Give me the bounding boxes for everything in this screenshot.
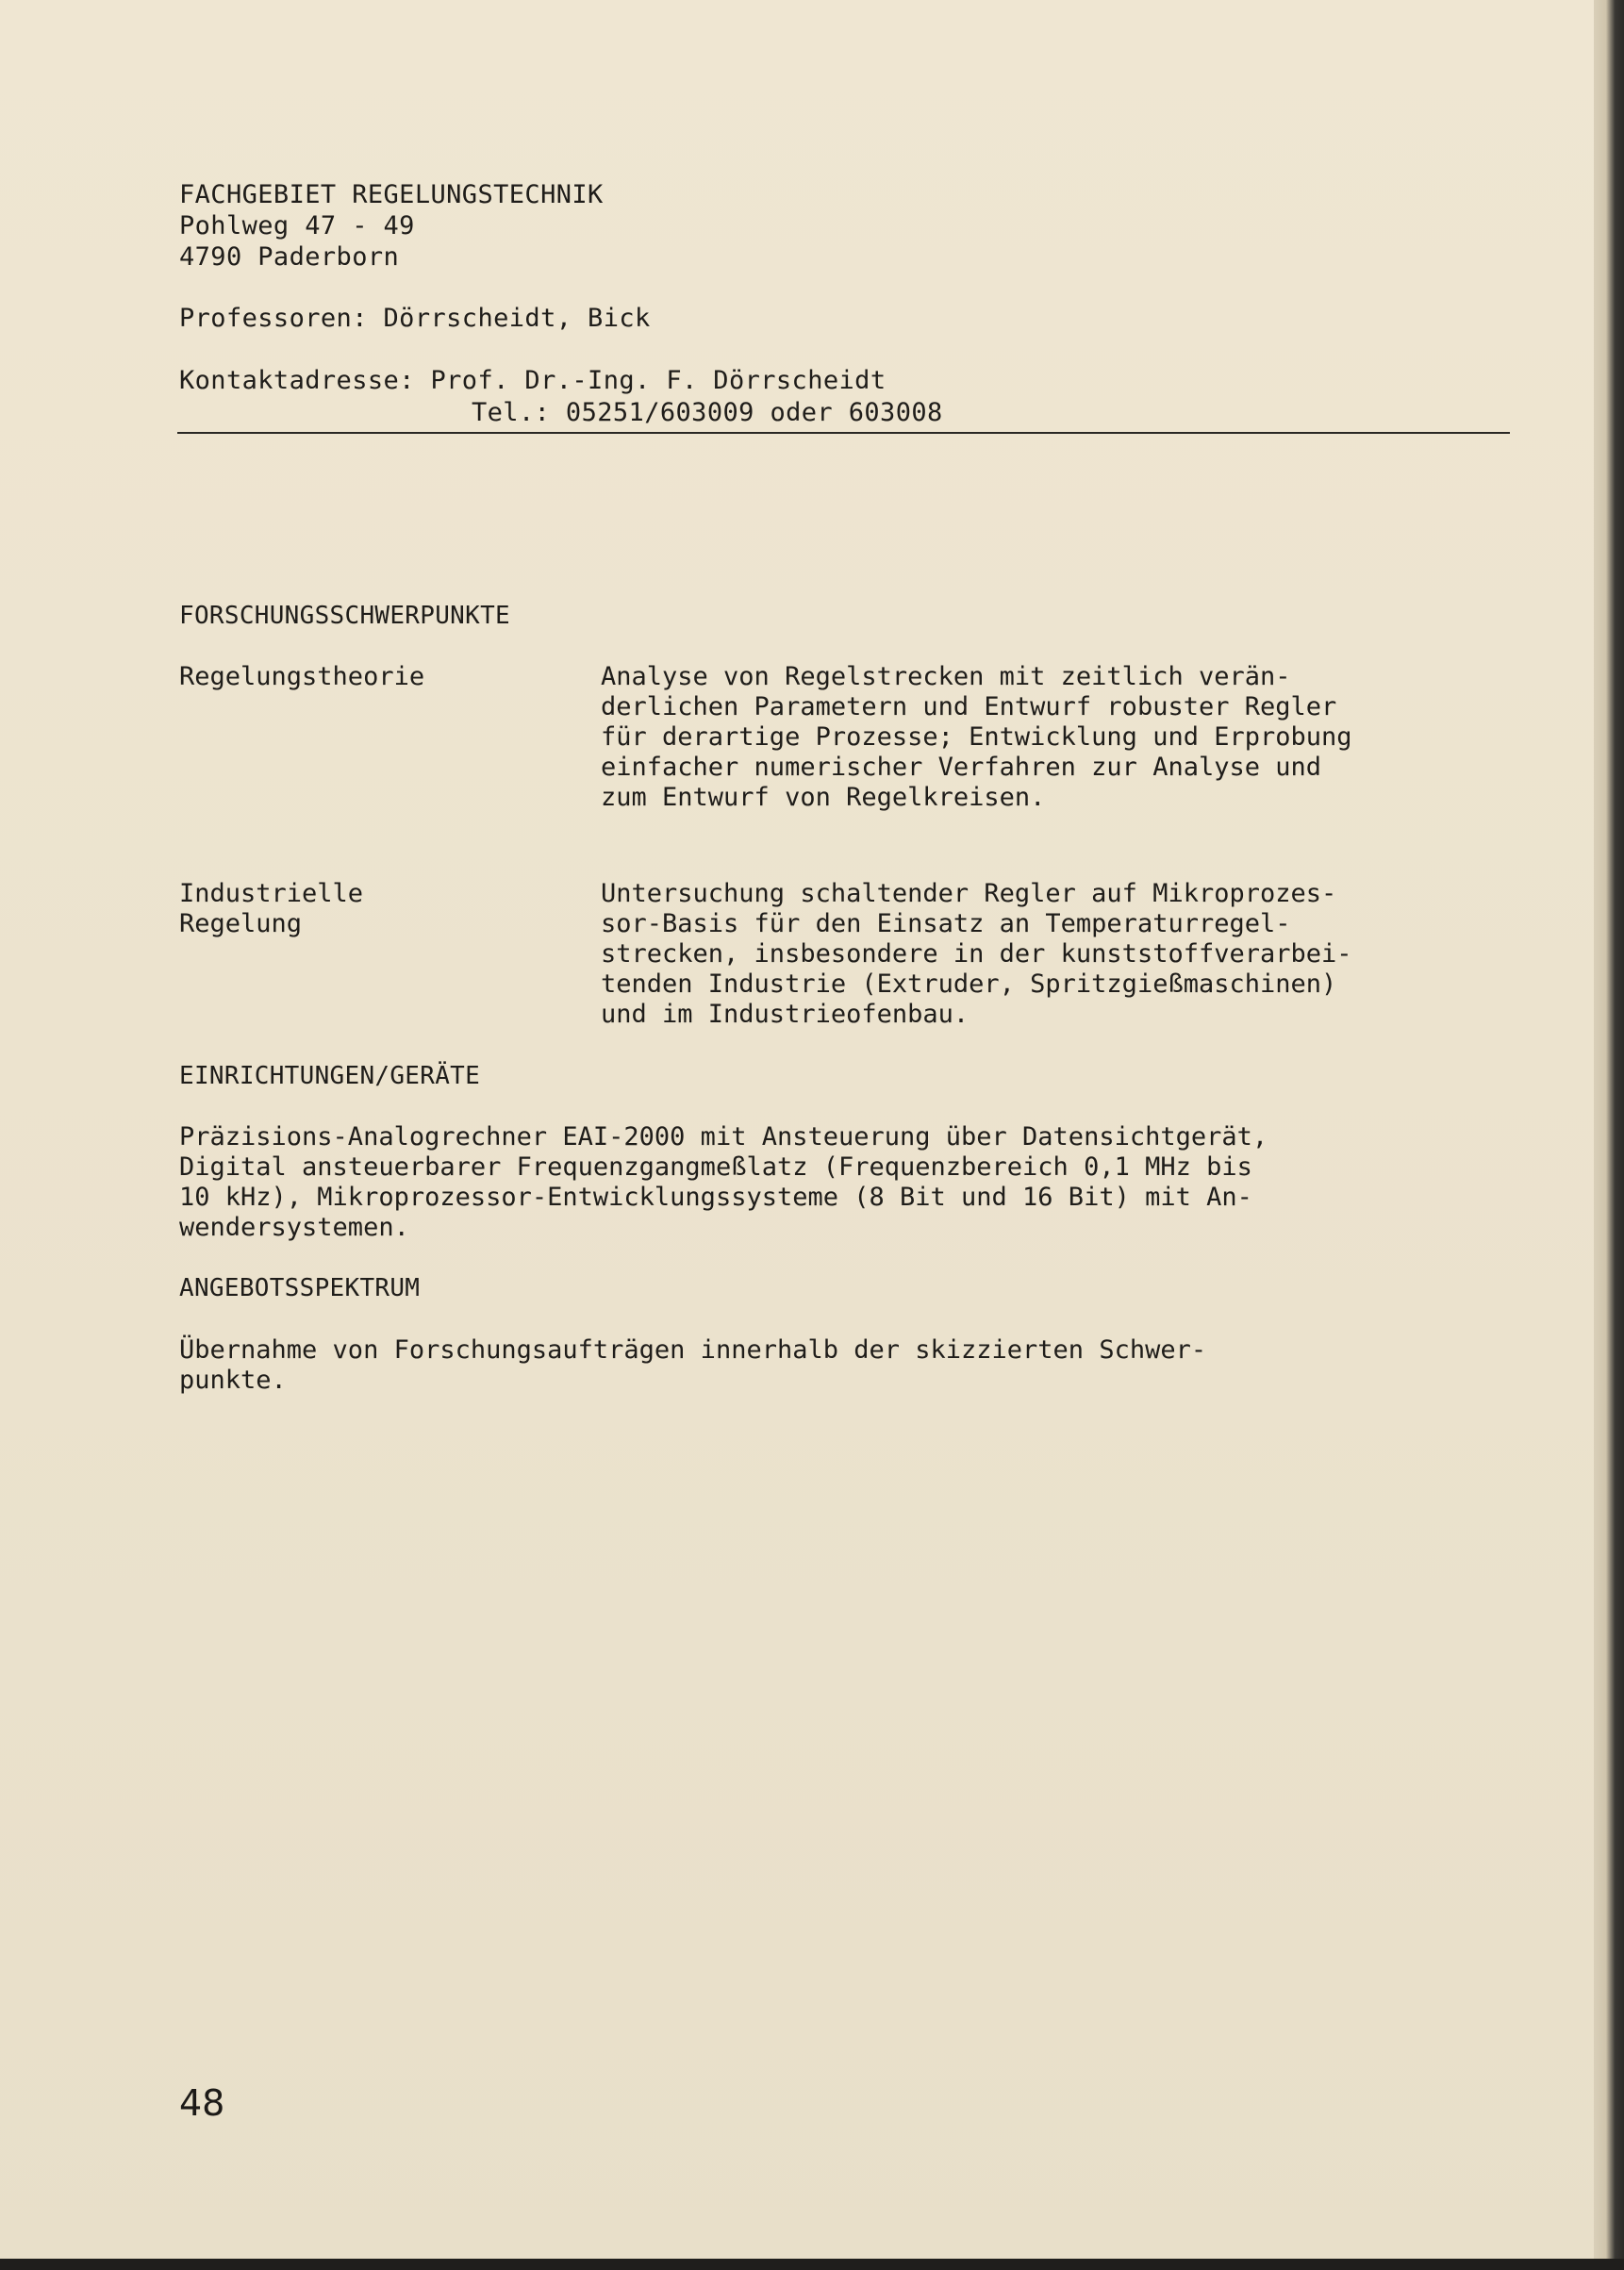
equipment-paragraph xyxy=(179,1122,1467,1243)
text-line: sor-Basis für den Einsatz an Temperaturregel- xyxy=(601,909,1291,938)
research-item-text xyxy=(601,662,1501,813)
para-line: Präzisions-Analogrechner EAI-2000 mit Ansteuerung über Datensichtgerät, xyxy=(179,1122,1268,1152)
text-line: strecken, insbesondere in der kunststoffverarbei- xyxy=(601,939,1352,969)
equipment-heading: EINRICHTUNGEN/GERÄTE xyxy=(179,1062,481,1090)
text-line: derlichen Parametern und Entwurf robuster Regler xyxy=(601,692,1337,721)
text-line: tenden Industrie (Extruder, Spritzgießmaschinen) xyxy=(601,969,1337,999)
research-item-label xyxy=(179,662,575,692)
para-line: Digital ansteuerbarer Frequenzgangmeßlatz (Frequenzbereich 0,1 MHz bis xyxy=(179,1152,1252,1182)
text-line: Analyse von Regelstrecken mit zeitlich verän- xyxy=(601,662,1291,691)
research-item-label xyxy=(179,879,575,939)
page-number: 48 xyxy=(179,2082,225,2124)
text-line: und im Industrieofenbau. xyxy=(601,1000,969,1029)
professors-line: Professoren: Dörrscheidt, Bick xyxy=(179,304,651,333)
label-line: Industrielle xyxy=(179,879,364,908)
research-item-text xyxy=(601,879,1501,1030)
institute-name: FACHGEBIET REGELUNGSTECHNIK xyxy=(179,180,604,209)
text-line: für derartige Prozesse; Entwicklung und Erprobung xyxy=(601,722,1352,752)
para-line: wendersystemen. xyxy=(179,1213,409,1242)
label-line: Regelung xyxy=(179,909,303,938)
para-line: Übernahme von Forschungsaufträgen innerhalb der skizzierten Schwer- xyxy=(179,1335,1207,1365)
address-street: Pohlweg 47 - 49 xyxy=(179,211,415,240)
text-line: zum Entwurf von Regelkreisen. xyxy=(601,783,1046,812)
label-line: Regelungstheorie xyxy=(179,662,425,691)
offer-heading: ANGEBOTSSPEKTRUM xyxy=(179,1274,421,1302)
page-edge-shadow xyxy=(1594,0,1624,2270)
phone-line: Tel.: 05251/603009 oder 603008 xyxy=(472,398,943,427)
text-line: einfacher numerischer Verfahren zur Analyse und xyxy=(601,753,1322,782)
contact-line: Kontaktadresse: Prof. Dr.-Ing. F. Dörrscheidt xyxy=(179,366,887,395)
para-line: 10 kHz), Mikroprozessor-Entwicklungssysteme (8 Bit und 16 Bit) mit An- xyxy=(179,1183,1252,1212)
para-line: punkte. xyxy=(179,1366,287,1395)
research-heading: FORSCHUNGSSCHWERPUNKTE xyxy=(179,602,510,630)
header-divider xyxy=(177,432,1510,434)
text-line: Untersuchung schaltender Regler auf Mikroprozes- xyxy=(601,879,1337,908)
offer-paragraph xyxy=(179,1335,1467,1396)
address-city: 4790 Paderborn xyxy=(179,242,400,272)
page-bottom-edge xyxy=(0,2259,1624,2270)
